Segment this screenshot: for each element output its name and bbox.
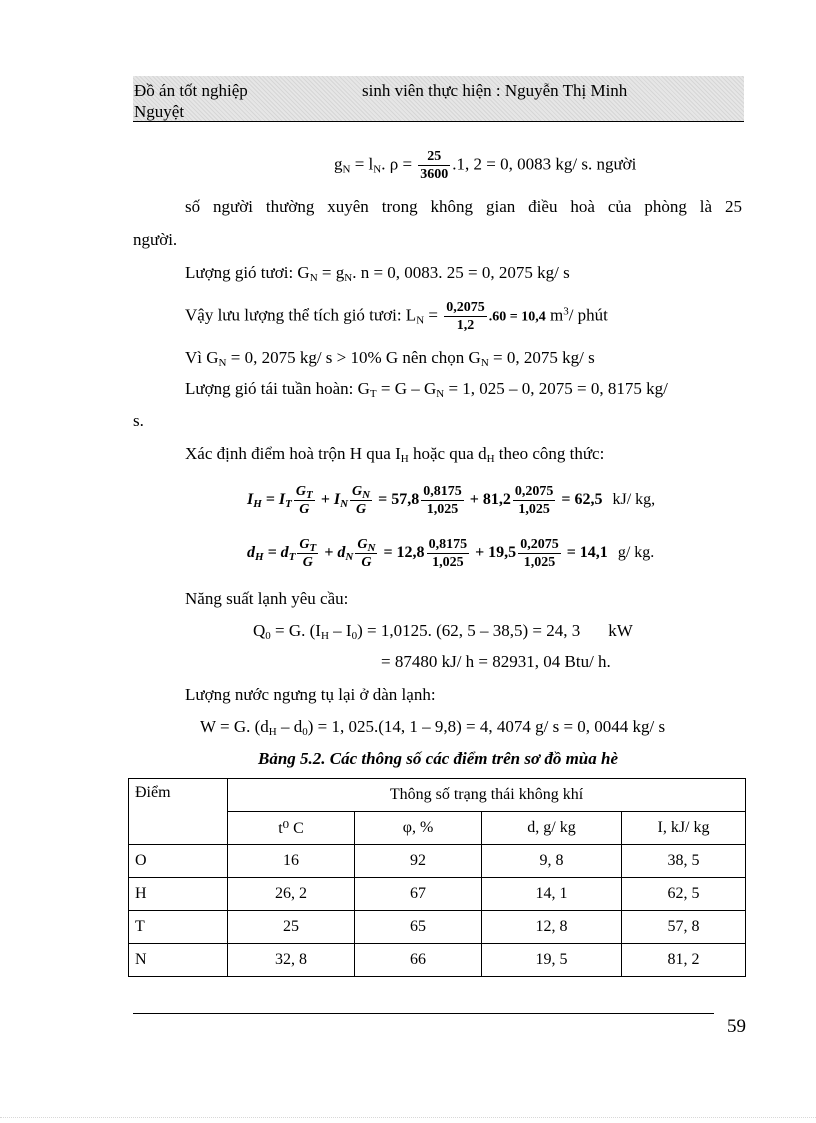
table-row [129,878,746,911]
cell-point: O [129,845,228,878]
fresh-air-choice-line: Vì $G_N = 0$, 2075 kg/ s > 10% G nên chọn $G_N = 0$, 2075 kg/ s [185,348,595,369]
header-author: sinh viên thực hiện : Nguyễn Thị Minh [362,81,628,100]
table-row [129,845,746,878]
cooling-formula-cont: = 87480 kJ/ h = 82931, 04 Btu/ h. [381,652,611,671]
cell-point: H [129,878,228,911]
recirc-line: Lượng gió tái tuần hoàn: $G_T = G - G_N = 1$, 025 – 0, 2075 = 0, 8175 kg/ [185,379,668,400]
cooling-formula: $Q_0 = G$. $(I_H - I_0) = 1,0125$. (62, 5 – 38,5) = 24, 3 kW [253,621,633,642]
fraction: $\frac{0,2075}{1,2}$ [446,300,485,333]
equation-moisture: $d_H = d_T$ $\frac{G_T}{G}$ + $d_N$ $\frac{G_N}{G}$ = 12,8 $\frac{0,8175}{1,025}$ + 19,5 $\frac{0,2075}{1,025}$ = 14,1 g/ kg. [247,536,655,570]
fraction: $\frac{25}{3600}$ [420,149,449,182]
header-group: Thông số trạng thái không khí [228,779,746,812]
header-moisture: d, g/ kg [482,812,622,845]
cell-enthalpy: 38, 5 [622,845,746,878]
cell-moisture: 19, 5 [482,944,622,977]
table-header-row [129,779,746,812]
header-author-cont: Nguyệt [134,102,185,121]
equation-enthalpy: $I_H = I_T$ $\frac{G_T}{G}$ + $I_N$ $\frac{G_N}{G}$ = 57,8 $\frac{0,8175}{1,025}$ + 81,2 $\frac{0,2075}{1,025}$ = 62,5 kJ/ kg, [247,483,656,517]
cell-moisture: 14, 1 [482,878,622,911]
cell-enthalpy: 62, 5 [622,878,746,911]
page-number: 59 [727,1016,746,1037]
mix-point-line: Xác định điểm hoà trộn H qua $I_H$ hoặc qua $d_H$ theo công thức: [185,444,605,465]
cell-moisture: 9, 8 [482,845,622,878]
header-enthalpy: I, kJ/ kg [622,812,746,845]
cell-point: T [129,911,228,944]
cell-point: N [129,944,228,977]
cell-temperature: 32, 8 [228,944,355,977]
cell-temperature: 25 [228,911,355,944]
formula-gn: $g_N = l_N$. ρ = $\frac{25}{3600}$ .1, 2 = 0, 0083 kg/ s. người [334,149,637,182]
table-caption: Bảng 5.2. Các thông số các điểm trên sơ đồ mùa hè [258,749,619,768]
page-header [133,76,744,122]
header-humidity: φ, % [355,812,482,845]
header-point: Điểm [129,779,228,845]
recirc-line-cont: s. [133,411,144,430]
cell-temperature: 16 [228,845,355,878]
cell-humidity: 66 [355,944,482,977]
cooling-title: Năng suất lạnh yêu cầu: [185,589,349,608]
summer-parameters-table [128,778,746,977]
cell-humidity: 65 [355,911,482,944]
cell-humidity: 92 [355,845,482,878]
header-temperature: t⁰ C [228,812,355,845]
cell-humidity: 67 [355,878,482,911]
cell-enthalpy: 81, 2 [622,944,746,977]
table-row [129,944,746,977]
header-title: Đồ án tốt nghiệp [134,81,248,100]
volume-flow-line: Vậy lưu lượng thể tích gió tươi: $L_N$ = $\frac{0,2075}{1,2}$ .60 = 10,4 $m^3/$ phút [185,300,608,333]
table-row [129,911,746,944]
page-bottom-border [0,1117,816,1118]
paragraph-people-cont: người. [133,230,178,249]
cell-temperature: 26, 2 [228,878,355,911]
cell-enthalpy: 57, 8 [622,911,746,944]
footer-divider [133,1013,714,1014]
condense-title: Lượng nước ngưng tụ lại ở dàn lạnh: [185,685,436,704]
condense-formula: W = G. $(d_H - d_0) = 1$, 025.(14, 1 – 9,8) = 4, 4074 g/ s = 0, 0044 kg/ s [200,717,666,738]
paragraph-people: số người thường xuyên trong không gian điều hoà của phòng là 25 [185,197,742,216]
cell-moisture: 12, 8 [482,911,622,944]
fresh-air-line: Lượng gió tươi: $G_N = g_N$. n = 0, 0083. 25 = 0, 2075 kg/ s [185,263,570,284]
